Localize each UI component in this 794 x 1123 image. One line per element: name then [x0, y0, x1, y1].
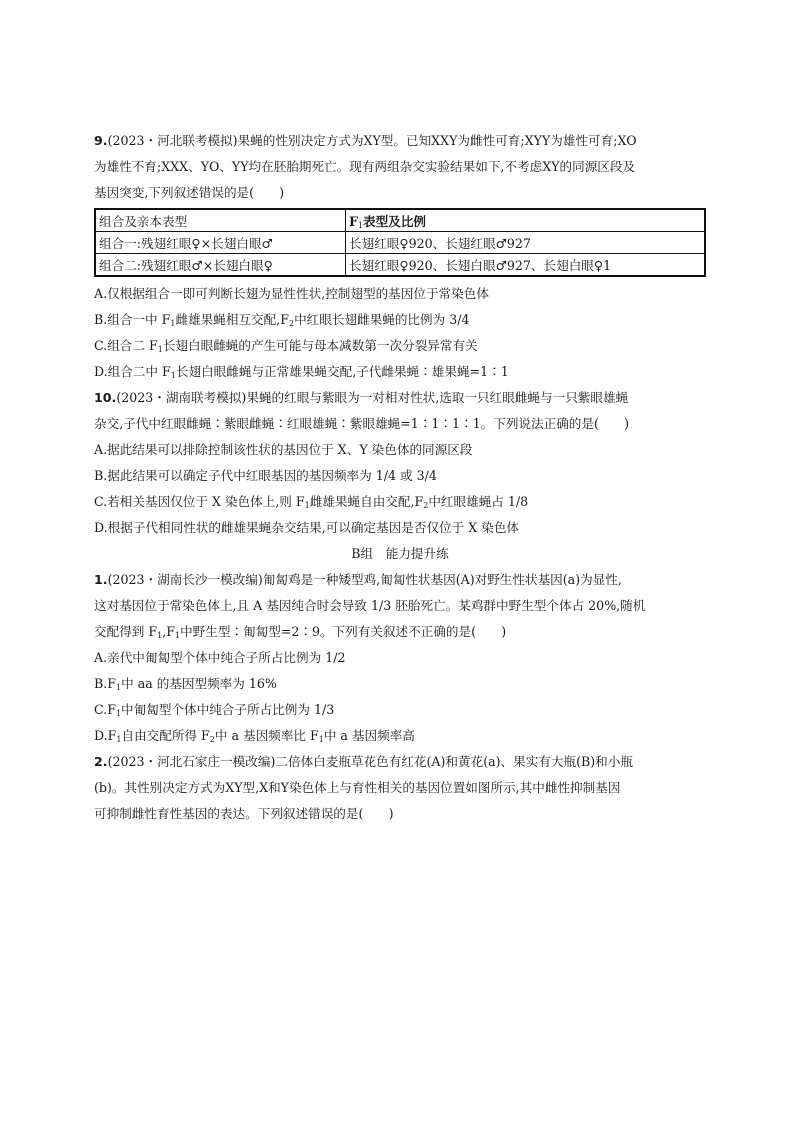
q10-line-1: 10.(2023・湖南联考模拟)果蝇的红眼与紫眼为一对相对性状,选取一只红眼雌蝇与一只紫眼雄蝇 [94, 390, 629, 405]
q9-option-c: C.组合二 $F_1$长翅白眼雌蝇的产生可能与母本减数第一次分裂异常有关 [94, 338, 478, 354]
b1-option-a: A.亲代中匍匐型个体中纯合子所占比例为 1/2 [94, 650, 346, 665]
q10-option-a: A.据此结果可以排除控制该性状的基因位于 X、Y 染色体的同源区段 [94, 442, 473, 457]
b1-option-d: $D.F_1$自由交配所得 $F_2$中 a 基因频率比 $F_1$中 a 基因频率高 [94, 728, 415, 744]
table-header-cell: 组合及亲本表型 [95, 209, 346, 232]
q10-line-2: 杂交,子代中红眼雌蝇∶紫眼雌蝇∶红眼雄蝇∶紫眼雄蝇=1∶1∶1∶1。下列说法正确的是( ) [94, 416, 629, 431]
q10-option-b: B.据此结果可以确定子代中红眼基因的基因频率为 1/4 或 3/4 [94, 468, 437, 483]
table-row [95, 254, 705, 277]
b2-line-3: 可抑制雌性育性基因的表达。下列叙述错误的是( ) [94, 806, 394, 821]
table-cell: 组合二:残翅红眼♂×长翅白眼♀ [95, 254, 346, 277]
document-page [94, 128, 706, 827]
section-title: B组 能力提升练 [351, 546, 449, 561]
q10-option-c: C.若相关基因仅位于 X 染色体上,则 $F_1$雌雄果蝇自由交配$,F_2$中红眼雄蝇占 1/8 [94, 494, 529, 510]
q9-option-b: B.组合一中 $F_1$雌雄果蝇相互交配$,F_2$中红眼长翅雌果蝇的比例为 3/4 [94, 312, 470, 328]
b1-line-3: 交配得到 $F_1,F_1$中野生型∶匍匐型=2∶9。下列有关叙述不正确的是( ) [94, 624, 507, 640]
question-number: 9. [94, 133, 108, 148]
q9-line-2: 为雄性不育;XXX、YO、YY均在胚胎期死亡。现有两组杂交实验结果如下,不考虑XY的同源区段及 [94, 159, 636, 174]
question-number: 10. [94, 390, 117, 405]
q10-option-d: D.根据子代相同性状的雌雄果蝇杂交结果,可以确定基因是否仅位于 X 染色体 [94, 520, 520, 535]
table-cell: 长翅红眼♀920、长翅红眼♂927 [346, 232, 706, 254]
question-number: 1. [94, 572, 108, 587]
b1-line-2: 这对基因位于常染色体上,且 A 基因纯合时会导致 1/3 胚胎死亡。某鸡群中野生型个体占 20%,随机 [94, 598, 646, 613]
b2-line-1: 2.(2023・河北石家庄一模改编)二倍体白麦瓶草花色有红花(A)和黄花(a)、果实有大瓶(B)和小瓶 [94, 754, 633, 769]
q9-line-1: 9.(2023・河北联考模拟)果蝇的性别决定方式为XY型。已知XXY为雌性可育;XYY为雄性可育;XO [94, 133, 637, 148]
q9-line-3: 基因突变,下列叙述错误的是( ) [94, 185, 285, 200]
q9-table [94, 208, 706, 277]
question-number: 2. [94, 754, 108, 769]
b1-line-1: 1.(2023・湖南长沙一模改编)匍匐鸡是一种矮型鸡,匍匐性状基因(A)对野生性状基因(a)为显性, [94, 572, 622, 587]
b1-option-c: $C.F_1$中匍匐型个体中纯合子所占比例为 1/3 [94, 702, 335, 718]
b1-option-b: $B.F_1$中 aa 的基因型频率为 16% [94, 676, 277, 692]
q9-option-d: D.组合二中 $F_1$长翅白眼雌蝇与正常雄果蝇交配,子代雌果蝇∶雄果蝇=1∶1 [94, 364, 509, 380]
q9-option-a: A.仅根据组合一即可判断长翅为显性性状,控制翅型的基因位于常染色体 [94, 286, 489, 301]
b2-line-2: (b)。其性别决定方式为XY型,X和Y染色体上与育性相关的基因位置如图所示,其中雌性抑制基因 [94, 780, 621, 795]
table-header-cell: $F_1$表型及比例 [346, 209, 706, 232]
table-cell: 组合一:残翅红眼♀×长翅白眼♂ [95, 232, 346, 254]
table-header-row [95, 209, 705, 232]
table-row [95, 232, 705, 254]
table-cell: 长翅红眼♀920、长翅白眼♂927、长翅白眼♀1 [346, 254, 706, 277]
